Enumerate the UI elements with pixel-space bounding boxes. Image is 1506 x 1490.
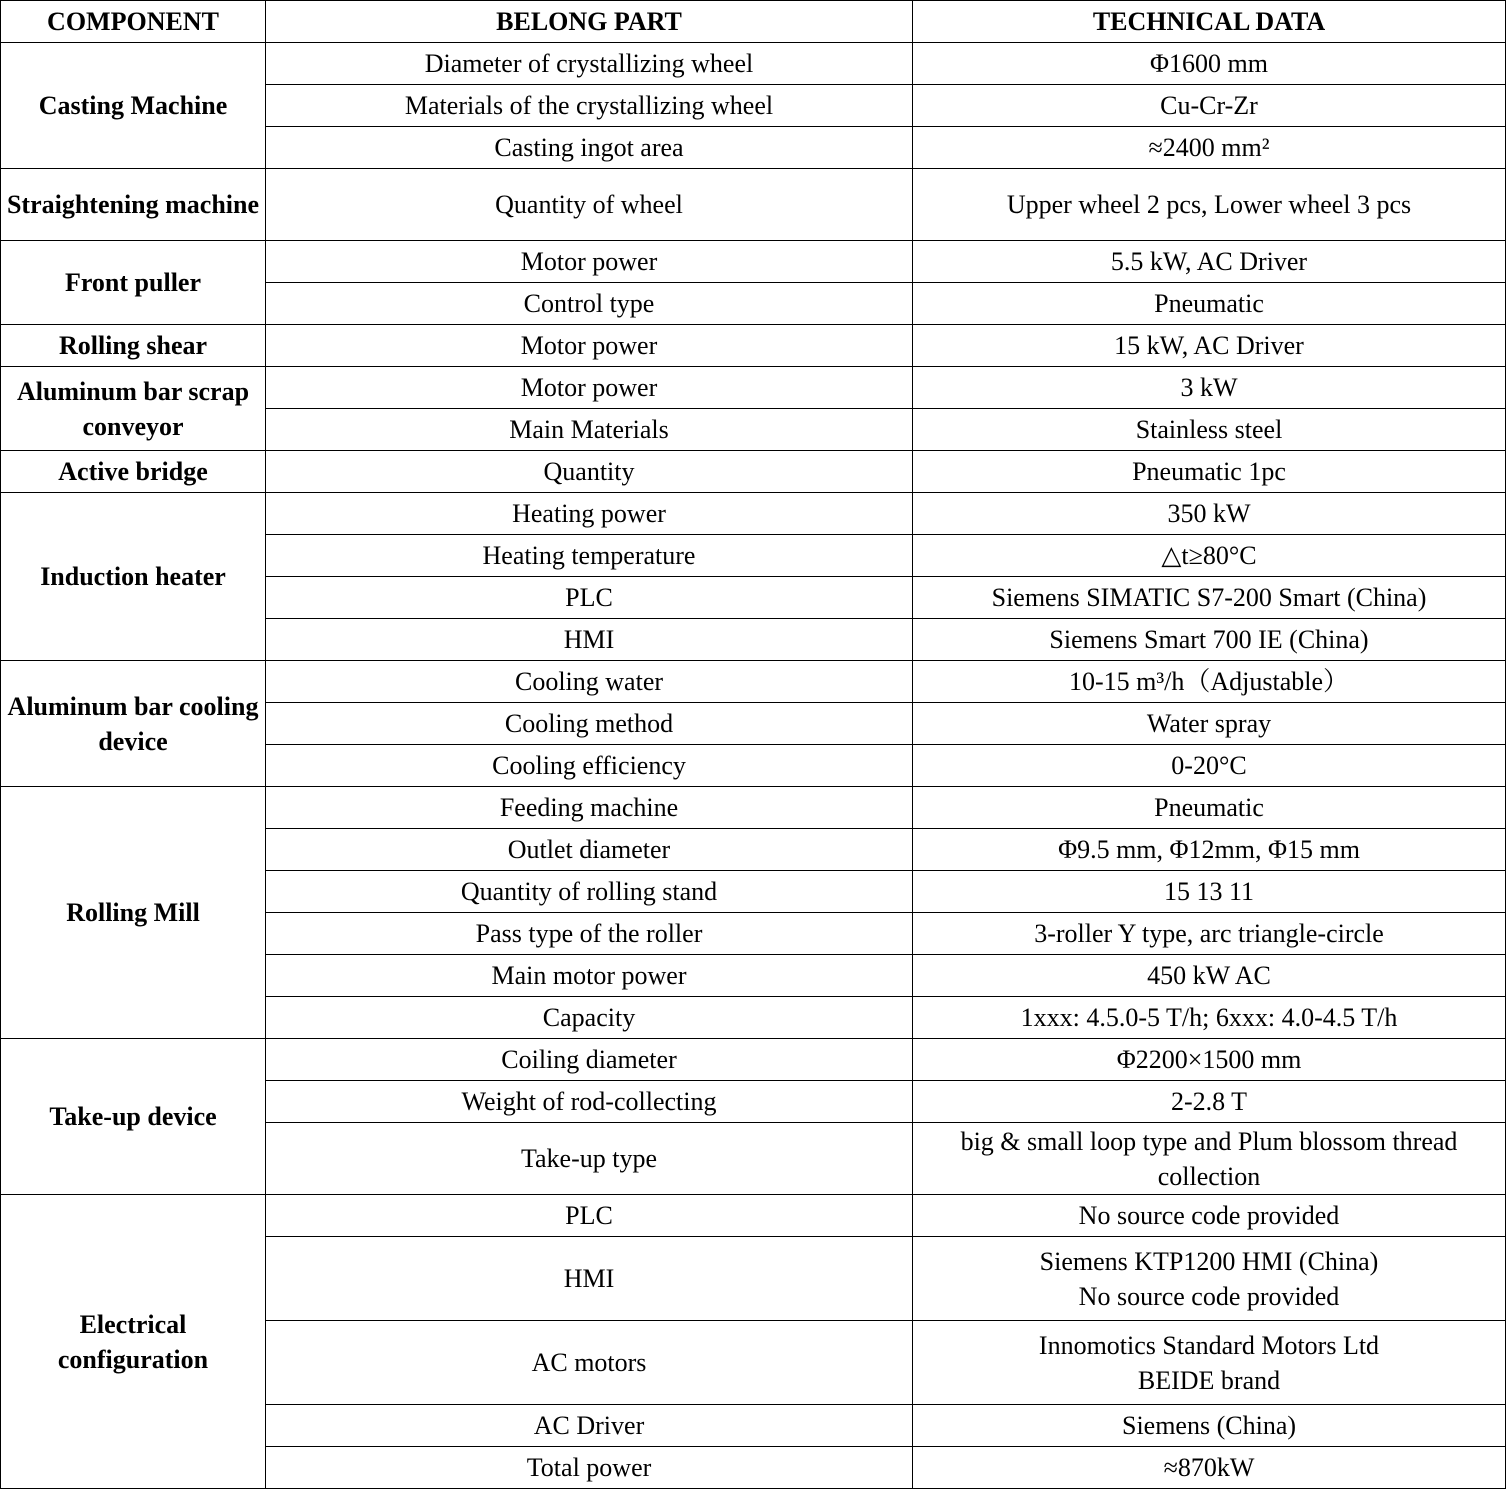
technical-data-cell: Water spray bbox=[913, 703, 1506, 745]
technical-data-cell: ≈2400 mm² bbox=[913, 127, 1506, 169]
belong-part-cell: Casting ingot area bbox=[266, 127, 913, 169]
header-row bbox=[1, 1, 1506, 43]
belong-part-cell: HMI bbox=[266, 619, 913, 661]
belong-part-cell: Quantity of wheel bbox=[266, 169, 913, 241]
technical-data-cell: Cu-Cr-Zr bbox=[913, 85, 1506, 127]
belong-part-cell: Motor power bbox=[266, 325, 913, 367]
table-row bbox=[1, 661, 1506, 703]
technical-data-cell: 450 kW AC bbox=[913, 955, 1506, 997]
belong-part-cell: Diameter of crystallizing wheel bbox=[266, 43, 913, 85]
technical-data-cell: 15 kW, AC Driver bbox=[913, 325, 1506, 367]
belong-part-cell: Main Materials bbox=[266, 409, 913, 451]
technical-data-cell: 0-20°C bbox=[913, 745, 1506, 787]
component-cell: Rolling shear bbox=[1, 325, 266, 367]
table-row bbox=[1, 367, 1506, 409]
table-row bbox=[1, 787, 1506, 829]
table-row bbox=[1, 1195, 1506, 1237]
table-row bbox=[1, 325, 1506, 367]
belong-part-cell: Total power bbox=[266, 1447, 913, 1489]
header-belong-part: BELONG PART bbox=[266, 1, 913, 43]
belong-part-cell: Heating power bbox=[266, 493, 913, 535]
belong-part-cell: Coiling diameter bbox=[266, 1039, 913, 1081]
technical-data-cell: Siemens (China) bbox=[913, 1405, 1506, 1447]
component-cell: Electrical configuration bbox=[1, 1195, 266, 1489]
component-cell: Front puller bbox=[1, 241, 266, 325]
table-row bbox=[1, 493, 1506, 535]
component-cell: Active bridge bbox=[1, 451, 266, 493]
belong-part-cell: PLC bbox=[266, 1195, 913, 1237]
technical-data-cell: 3 kW bbox=[913, 367, 1506, 409]
technical-data-cell: Stainless steel bbox=[913, 409, 1506, 451]
technical-data-cell: No source code provided bbox=[913, 1195, 1506, 1237]
belong-part-cell: Capacity bbox=[266, 997, 913, 1039]
belong-part-cell: Heating temperature bbox=[266, 535, 913, 577]
belong-part-cell: AC Driver bbox=[266, 1405, 913, 1447]
technical-data-cell: Pneumatic 1pc bbox=[913, 451, 1506, 493]
table-body bbox=[1, 43, 1506, 1489]
belong-part-cell: Quantity of rolling stand bbox=[266, 871, 913, 913]
belong-part-cell: Quantity bbox=[266, 451, 913, 493]
technical-data-cell: Siemens SIMATIC S7-200 Smart (China) bbox=[913, 577, 1506, 619]
table-row bbox=[1, 1039, 1506, 1081]
component-cell: Casting Machine bbox=[1, 43, 266, 169]
belong-part-cell: Weight of rod-collecting bbox=[266, 1081, 913, 1123]
component-cell: Induction heater bbox=[1, 493, 266, 661]
header-technical-data: TECHNICAL DATA bbox=[913, 1, 1506, 43]
component-cell: Straightening machine bbox=[1, 169, 266, 241]
table-row bbox=[1, 43, 1506, 85]
technical-data-cell: 350 kW bbox=[913, 493, 1506, 535]
belong-part-cell: Main motor power bbox=[266, 955, 913, 997]
belong-part-cell: Outlet diameter bbox=[266, 829, 913, 871]
technical-data-cell: 2-2.8 T bbox=[913, 1081, 1506, 1123]
component-cell: Aluminum bar scrap conveyor bbox=[1, 367, 266, 451]
technical-data-cell: 5.5 kW, AC Driver bbox=[913, 241, 1506, 283]
technical-data-cell: Φ9.5 mm, Φ12mm, Φ15 mm bbox=[913, 829, 1506, 871]
technical-data-cell: Siemens KTP1200 HMI (China) No source code provided bbox=[913, 1237, 1506, 1321]
component-cell: Rolling Mill bbox=[1, 787, 266, 1039]
belong-part-cell: Feeding machine bbox=[266, 787, 913, 829]
belong-part-cell: HMI bbox=[266, 1237, 913, 1321]
technical-data-cell: △t≥80°C bbox=[913, 535, 1506, 577]
header-component: COMPONENT bbox=[1, 1, 266, 43]
component-cell: Take-up device bbox=[1, 1039, 266, 1195]
belong-part-cell: Cooling efficiency bbox=[266, 745, 913, 787]
technical-data-cell: Siemens Smart 700 IE (China) bbox=[913, 619, 1506, 661]
table-row bbox=[1, 451, 1506, 493]
belong-part-cell: Control type bbox=[266, 283, 913, 325]
technical-data-cell: Innomotics Standard Motors Ltd BEIDE brand bbox=[913, 1321, 1506, 1405]
technical-data-cell: Upper wheel 2 pcs, Lower wheel 3 pcs bbox=[913, 169, 1506, 241]
belong-part-cell: Motor power bbox=[266, 367, 913, 409]
belong-part-cell: Cooling method bbox=[266, 703, 913, 745]
belong-part-cell: Cooling water bbox=[266, 661, 913, 703]
technical-data-cell: Φ1600 mm bbox=[913, 43, 1506, 85]
belong-part-cell: AC motors bbox=[266, 1321, 913, 1405]
technical-data-cell: 1xxx: 4.5.0-5 T/h; 6xxx: 4.0-4.5 T/h bbox=[913, 997, 1506, 1039]
technical-data-cell: 15 13 11 bbox=[913, 871, 1506, 913]
table-row bbox=[1, 169, 1506, 241]
technical-data-cell: 3-roller Y type, arc triangle-circle bbox=[913, 913, 1506, 955]
belong-part-cell: Take-up type bbox=[266, 1123, 913, 1195]
belong-part-cell: PLC bbox=[266, 577, 913, 619]
belong-part-cell: Materials of the crystallizing wheel bbox=[266, 85, 913, 127]
belong-part-cell: Pass type of the roller bbox=[266, 913, 913, 955]
technical-data-cell: Pneumatic bbox=[913, 283, 1506, 325]
technical-data-cell: Φ2200×1500 mm bbox=[913, 1039, 1506, 1081]
technical-data-cell: ≈870kW bbox=[913, 1447, 1506, 1489]
component-cell: Aluminum bar cooling device bbox=[1, 661, 266, 787]
technical-data-cell: Pneumatic bbox=[913, 787, 1506, 829]
technical-data-cell: big & small loop type and Plum blossom thread collection bbox=[913, 1123, 1506, 1195]
table-row bbox=[1, 241, 1506, 283]
technical-data-cell: 10-15 m³/h（Adjustable） bbox=[913, 661, 1506, 703]
belong-part-cell: Motor power bbox=[266, 241, 913, 283]
